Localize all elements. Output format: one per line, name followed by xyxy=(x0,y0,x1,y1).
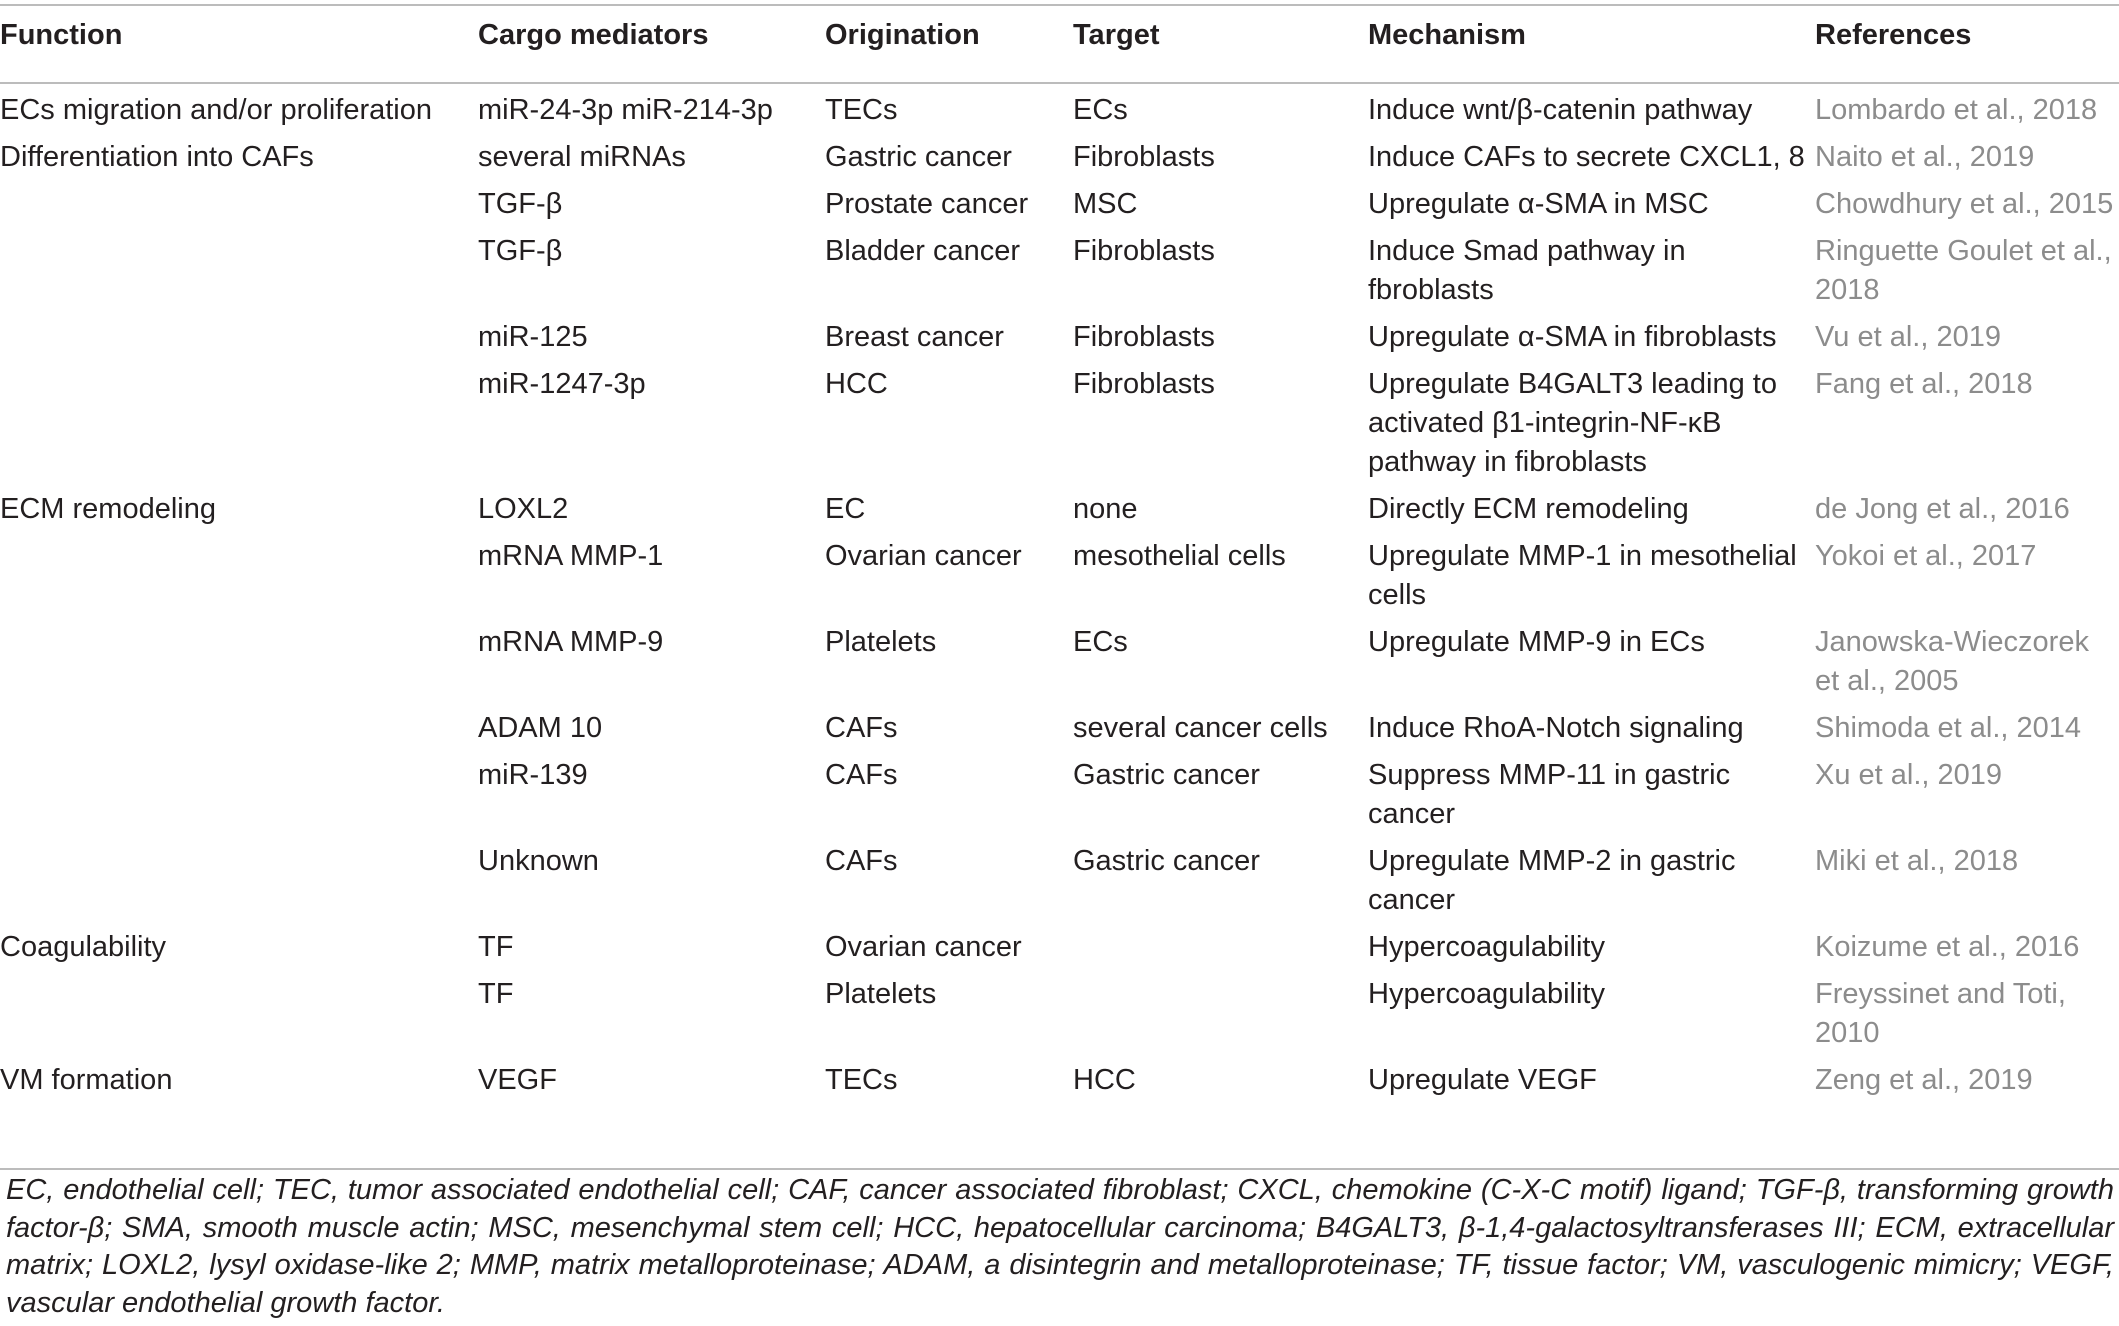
data-table xyxy=(0,16,2119,1100)
table-header xyxy=(0,16,2119,80)
table-body xyxy=(0,80,2119,1100)
cell-origination: HCC xyxy=(825,368,888,400)
header-cargo-mediators: Cargo mediators xyxy=(478,19,709,51)
cell-function xyxy=(0,537,478,623)
cell-mechanism: Directly ECM remodeling xyxy=(1368,493,1689,525)
cell-mechanism: Upregulate VEGF xyxy=(1368,1064,1597,1096)
table-row xyxy=(0,490,2119,537)
cell-mechanism: Induce RhoA-Notch signaling xyxy=(1368,712,1744,744)
cell-function xyxy=(0,709,478,756)
cell-mechanism: Hypercoagulability xyxy=(1368,978,1605,1010)
table-row xyxy=(0,756,2119,842)
cell-reference: Shimoda et al., 2014 xyxy=(1815,712,2082,744)
cell-reference: Miki et al., 2018 xyxy=(1815,845,2019,877)
cell-target xyxy=(1073,975,1368,1061)
cell-origination: Ovarian cancer xyxy=(825,540,1022,572)
cell-function xyxy=(0,975,478,1061)
cell-reference: Lombardo et al., 2018 xyxy=(1815,94,2098,126)
cell-cargo-mediators: miR-139 xyxy=(478,759,588,791)
cell-cargo-mediators: TGF-β xyxy=(478,235,563,267)
cell-target: Fibroblasts xyxy=(1073,141,1215,173)
cell-function xyxy=(0,185,478,232)
cell-cargo-mediators: miR-1247-3p xyxy=(478,368,646,400)
top-rule xyxy=(0,4,2119,6)
cell-cargo-mediators: LOXL2 xyxy=(478,493,569,525)
cell-function: Coagulability xyxy=(0,931,167,963)
table-row xyxy=(0,185,2119,232)
header-origination: Origination xyxy=(825,19,980,51)
cell-target: MSC xyxy=(1073,188,1138,220)
table-row xyxy=(0,975,2119,1061)
header-mechanism: Mechanism xyxy=(1368,19,1526,51)
cell-function xyxy=(0,232,478,318)
cell-cargo-mediators: mRNA MMP-9 xyxy=(478,626,664,658)
cell-function xyxy=(0,842,478,928)
cell-cargo-mediators: Unknown xyxy=(478,845,599,877)
cell-reference: Xu et al., 2019 xyxy=(1815,759,2003,791)
header-target: Target xyxy=(1073,19,1160,51)
table-row xyxy=(0,709,2119,756)
cell-cargo-mediators: mRNA MMP-1 xyxy=(478,540,664,572)
cell-function xyxy=(0,756,478,842)
cell-target: HCC xyxy=(1073,1064,1136,1096)
cell-target: Fibroblasts xyxy=(1073,235,1215,267)
cell-function xyxy=(0,623,478,709)
cell-origination: TECs xyxy=(825,94,898,126)
table-row xyxy=(0,365,2119,490)
cell-function xyxy=(0,318,478,365)
cell-reference: Vu et al., 2019 xyxy=(1815,321,2001,353)
table-row xyxy=(0,1061,2119,1100)
cell-function: ECM remodeling xyxy=(0,493,216,525)
cell-origination: Bladder cancer xyxy=(825,235,1021,267)
cell-origination: Ovarian cancer xyxy=(825,931,1022,963)
table-row xyxy=(0,232,2119,318)
cell-target: mesothelial cells xyxy=(1073,540,1286,572)
cell-reference: Janowska-Wieczorek et al., 2005 xyxy=(1815,626,2089,697)
cell-reference: Ringuette Goulet et al., 2018 xyxy=(1815,235,2112,306)
cell-mechanism: Upregulate MMP-1 in mesothelial cells xyxy=(1368,540,1797,611)
cell-target: Gastric cancer xyxy=(1073,845,1260,877)
cell-function xyxy=(0,365,478,490)
cell-function: ECs migration and/or proliferation xyxy=(0,94,432,126)
cell-origination: CAFs xyxy=(825,712,898,744)
table-row xyxy=(0,842,2119,928)
cell-cargo-mediators: several miRNAs xyxy=(478,141,686,173)
cell-reference: Koizume et al., 2016 xyxy=(1815,931,2080,963)
header-row xyxy=(0,16,2119,80)
cell-origination: Breast cancer xyxy=(825,321,1004,353)
cell-origination: Platelets xyxy=(825,978,937,1010)
cell-target: Fibroblasts xyxy=(1073,321,1215,353)
cell-cargo-mediators: TF xyxy=(478,931,514,963)
cell-reference: Fang et al., 2018 xyxy=(1815,368,2033,400)
cell-reference: Naito et al., 2019 xyxy=(1815,141,2035,173)
table-row xyxy=(0,623,2119,709)
table-row xyxy=(0,138,2119,185)
cell-function: Differentiation into CAFs xyxy=(0,141,314,173)
cell-cargo-mediators: VEGF xyxy=(478,1064,557,1096)
header-function: Function xyxy=(0,19,123,51)
cell-cargo-mediators: miR-125 xyxy=(478,321,588,353)
cell-target: ECs xyxy=(1073,626,1128,658)
cell-cargo-mediators: TGF-β xyxy=(478,188,563,220)
cell-origination: Platelets xyxy=(825,626,937,658)
cell-cargo-mediators: ADAM 10 xyxy=(478,712,603,744)
cell-function: VM formation xyxy=(0,1064,173,1096)
cell-target: Fibroblasts xyxy=(1073,368,1215,400)
cell-mechanism: Upregulate MMP-9 in ECs xyxy=(1368,626,1705,658)
cell-reference: Freyssinet and Toti, 2010 xyxy=(1815,978,2066,1049)
table-row xyxy=(0,928,2119,975)
cell-mechanism: Hypercoagulability xyxy=(1368,931,1605,963)
cell-origination: CAFs xyxy=(825,759,898,791)
cell-reference: Zeng et al., 2019 xyxy=(1815,1064,2033,1096)
cell-target xyxy=(1073,928,1368,975)
cell-origination: TECs xyxy=(825,1064,898,1096)
table-row xyxy=(0,537,2119,623)
cell-mechanism: Upregulate α-SMA in MSC xyxy=(1368,188,1709,220)
cell-mechanism: Upregulate MMP-2 in gastric cancer xyxy=(1368,845,1736,916)
cell-cargo-mediators: miR-24-3p miR-214-3p xyxy=(478,94,773,126)
table-footnote: EC, endothelial cell; TEC, tumor associated endothelial cell; CAF, cancer associated fibroblast; CXCL, chemokine (C-X-C motif) ligand; TGF-β, transforming growth factor-β; SMA, smooth muscle actin; MSC, mesenchymal stem cell; HCC, hepatocellular carcinoma; B4GALT3, β-1,4-galactosyltransferases III; ECM, extracellular matrix; LOXL2, lysyl oxidase-like 2; MMP, matrix metalloproteinase; ADAM, a disintegrin and metalloproteinase; TF, tissue factor; VM, vasculogenic mimicry; VEGF, vascular endothelial growth factor. xyxy=(6,1174,2114,1319)
cell-target: none xyxy=(1073,493,1138,525)
cell-reference: de Jong et al., 2016 xyxy=(1815,493,2070,525)
cell-reference: Yokoi et al., 2017 xyxy=(1815,540,2037,572)
cell-reference: Chowdhury et al., 2015 xyxy=(1815,188,2114,220)
table-row xyxy=(0,318,2119,365)
cell-mechanism: Upregulate B4GALT3 leading to activated β1-integrin-NF-κB pathway in fibroblasts xyxy=(1368,368,1777,478)
table-row xyxy=(0,80,2119,138)
bottom-rule xyxy=(0,1168,2119,1170)
cell-target: Gastric cancer xyxy=(1073,759,1260,791)
cell-mechanism: Induce CAFs to secrete CXCL1, 8 xyxy=(1368,141,1805,173)
cell-target: several cancer cells xyxy=(1073,712,1328,744)
cell-mechanism: Suppress MMP-11 in gastric cancer xyxy=(1368,759,1731,830)
cell-mechanism: Induce Smad pathway in fbroblasts xyxy=(1368,235,1686,306)
cell-origination: Gastric cancer xyxy=(825,141,1012,173)
cell-target: ECs xyxy=(1073,94,1128,126)
cell-origination: EC xyxy=(825,493,866,525)
cell-mechanism: Induce wnt/β-catenin pathway xyxy=(1368,94,1753,126)
cell-origination: Prostate cancer xyxy=(825,188,1029,220)
cell-mechanism: Upregulate α-SMA in fibroblasts xyxy=(1368,321,1777,353)
cell-cargo-mediators: TF xyxy=(478,978,514,1010)
cell-origination: CAFs xyxy=(825,845,898,877)
header-references: References xyxy=(1815,19,1972,51)
